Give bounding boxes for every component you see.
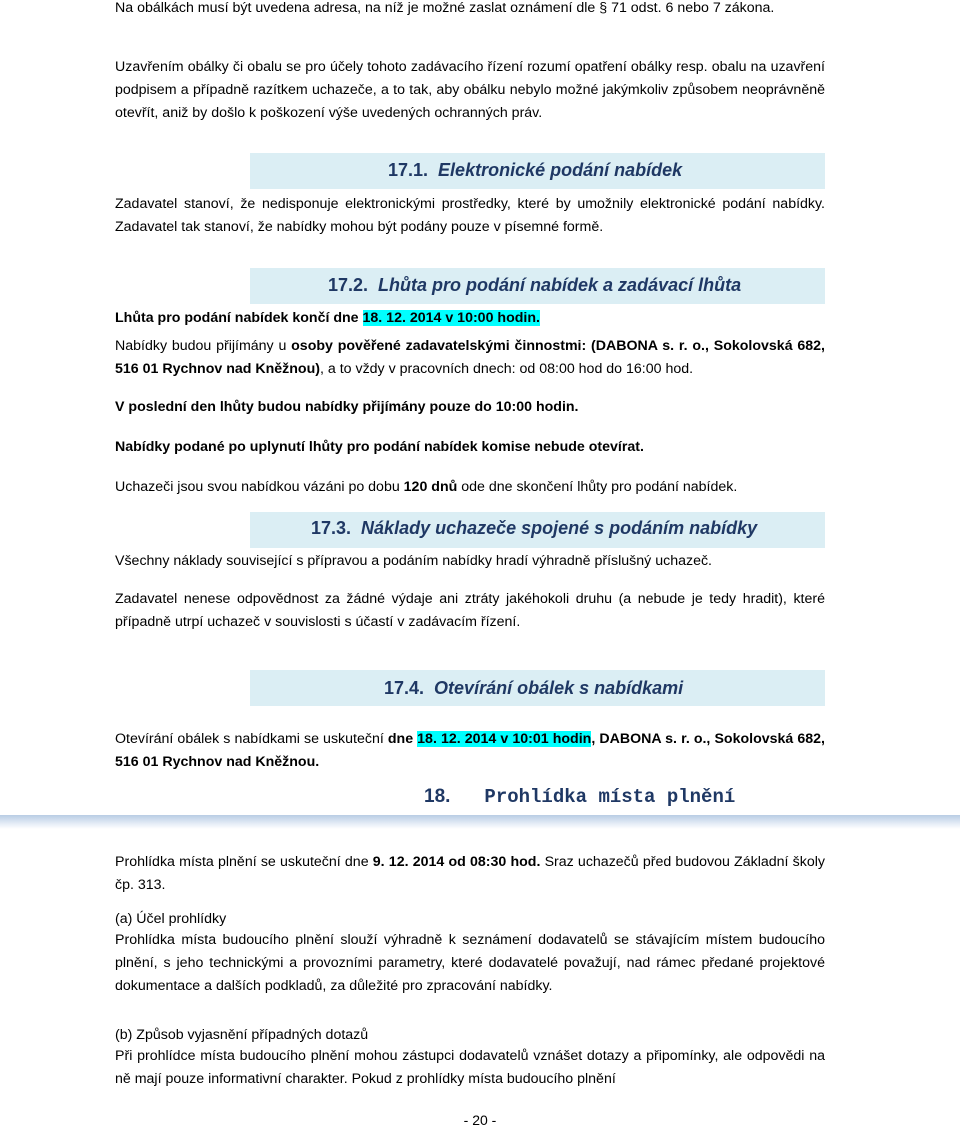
section-number: 17.3. <box>311 518 352 538</box>
binding-suffix: ode dne skončení lhůty pro podání nabídek. <box>457 479 738 495</box>
site-visit-meeting: Sraz uchazečů před budovou Základní školy čp. 313. <box>115 854 825 893</box>
opening-place: , DABONA s. r. o., Sokolovská 682, 516 01 Rychnov nad Kněžnou. <box>115 731 825 770</box>
opening-date-value: 18. 12. 2014 v 10:01 hodin <box>417 731 592 747</box>
section-number: 17.2. <box>328 275 369 295</box>
envelope-sealing-paragraph: Uzavřením obálky či obalu se pro účely tohoto zadávacího řízení rozumí opatření obálky resp. obalu na uzavření podpisem a případně razítkem uchazeče, a to tak, aby obálku nebylo možné jakýmkoliv způsobem neoprávněně otevřít, aniž by došlo k poškození výše uvedených ochranných práv. <box>115 59 825 121</box>
purpose-heading: (a) Účel prohlídky <box>115 911 227 927</box>
late-bids-paragraph: Nabídky podané po uplynutí lhůty pro podání nabídek komise nebude otevírat. <box>115 439 644 455</box>
deadline-paragraph <box>115 307 825 330</box>
liability-paragraph: Zadavatel nenese odpovědnost za žádné výdaje ani ztráty jakéhokoli druhu (a nebude je tedy hradit), které případně utrpí uchazeč v souvislosti s účastí v zadávacím řízení. <box>115 591 825 630</box>
opening-date-label: dne <box>387 731 418 747</box>
opening-paragraph <box>115 728 825 774</box>
section-number: 17.4. <box>384 678 425 698</box>
deadline-label: Lhůta pro podání nabídek končí dne <box>115 310 363 326</box>
site-visit-paragraph <box>115 851 825 897</box>
section-18-heading <box>424 786 735 808</box>
binding-days: 120 dnů <box>403 479 458 495</box>
deadline-value: 18. 12. 2014 v 10:00 hodin. <box>362 310 540 326</box>
receiving-paragraph <box>115 335 825 381</box>
section-number: 17.1. <box>388 160 429 180</box>
electronic-submission-paragraph: Zadavatel stanoví, že nedisponuje elektronickými prostředky, které by umožnily elektronické podání nabídky. Zadavatel tak stanoví, že nabídky mohou být podány pouze v písemné formě. <box>115 196 825 235</box>
section-title: Otevírání obálek s nabídkami <box>434 678 684 698</box>
receive-authority: osoby pověřené zadavatelskými činnostmi: (DABONA s. r. o., Sokolovská 682, 516 01 Rychnov nad Kněžnou) <box>115 338 825 377</box>
section-divider <box>0 815 960 829</box>
site-visit-prefix: Prohlídka místa plnění se uskuteční dne <box>115 854 373 870</box>
questions-paragraph: Při prohlídce místa budoucího plnění mohou zástupci dodavatelů vznášet dotazy a připomínky, ale odpovědi na ně mají pouze informativní charakter. Pokud z prohlídky místa budoucího plnění <box>115 1048 825 1087</box>
binding-prefix: Uchazeči jsou svou nabídkou vázáni po dobu <box>115 479 404 495</box>
section-17-4-heading <box>384 678 683 699</box>
opening-prefix: Otevírání obálek s nabídkami se uskuteční <box>115 731 388 747</box>
section-title: Lhůta pro podání nabídek a zadávací lhůta <box>378 275 742 295</box>
section-title: Elektronické podání nabídek <box>438 160 683 180</box>
section-title: Náklady uchazeče spojené s podáním nabídky <box>361 518 758 538</box>
binding-period-paragraph <box>115 476 825 499</box>
questions-heading: (b) Způsob vyjasnění případných dotazů <box>115 1027 369 1043</box>
envelope-address-paragraph: Na obálkách musí být uvedena adresa, na níž je možné zaslat oznámení dle § 71 odst. 6 nebo 7 zákona. <box>115 0 775 16</box>
receive-prefix: Nabídky budou přijímány u <box>115 338 292 354</box>
section-title: Prohlídka místa plnění <box>484 786 736 808</box>
section-17-3-heading <box>311 518 757 539</box>
page-number: - 20 - <box>463 1112 497 1128</box>
section-number: 18. <box>424 786 451 807</box>
costs-paragraph: Všechny náklady související s přípravou a podáním nabídky hradí výhradně příslušný uchazeč. <box>115 553 712 569</box>
purpose-paragraph: Prohlídka místa budoucího plnění slouží výhradně k seznámení dodavatelů se stávajícím místem budoucího plnění, s jeho technickými a provozními parametry, které dodavatelé považují, nad rámec předané projektové dokumentace a dalších podkladů, za důležité pro zpracování nabídky. <box>115 932 825 994</box>
receive-hours: , a to vždy v pracovních dnech: od 08:00 hod do 16:00 hod. <box>319 361 694 377</box>
section-17-1-heading <box>388 160 682 181</box>
last-day-paragraph: V poslední den lhůty budou nabídky přijímány pouze do 10:00 hodin. <box>115 399 579 415</box>
site-visit-date: 9. 12. 2014 od 08:30 hod. <box>372 854 541 870</box>
section-17-2-heading <box>328 275 741 296</box>
